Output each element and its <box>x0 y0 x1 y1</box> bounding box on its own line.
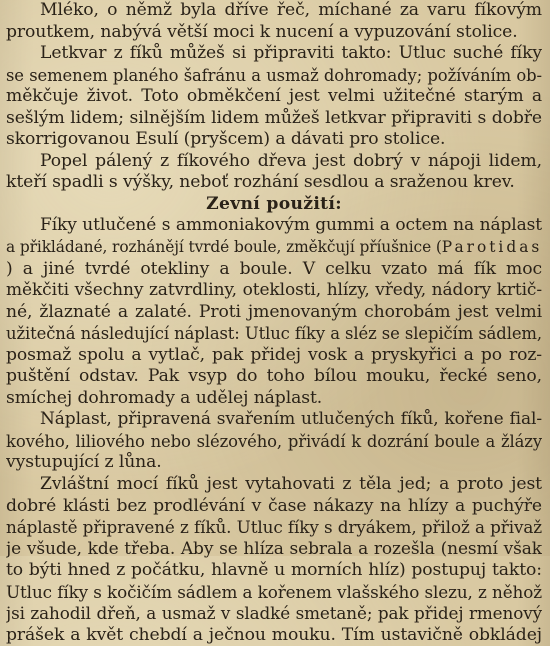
text-line: kového, liliového nebo slézového, přivádí k dozrání boule a žlázy <box>6 431 542 451</box>
text-line: dobré klásti bez prodlévání v čase nákazy na hlízy a puchýře <box>6 495 542 516</box>
text-segment: a přikládané, rozhánějí tvrdé boule, změkčují příušnice ( <box>6 238 442 257</box>
text-line: se semenem planého šafránu a usmaž dohromady; požíváním ob- <box>6 65 542 85</box>
text-line: Utluc fíky s kočičím sádlem a kořenem vlašského slezu, z něhož <box>6 581 542 602</box>
text-line: sešlým lidem; silnějším lidem můžeš letkvar připraviti s dobře <box>6 107 542 128</box>
text-line: náplastě připravené z fíků. Utluc fíky s dryákem, přilož a přivaž <box>6 517 542 538</box>
text-line: je všude, kde třeba. Aby se hlíza sebrala a rozešla (nesmí však <box>6 538 542 559</box>
latin-term: Parotidas <box>441 238 542 257</box>
text-line: prášek a květ chebdí a ječnou mouku. Tím ustavičně obkládej <box>6 624 542 645</box>
section-heading: Zevní použití: <box>206 193 342 214</box>
text-line: Popel pálený z fíkového dřeva jest dobrý v nápoji lidem, <box>40 150 542 171</box>
text-line: jsi zahodil dřeň, a usmaž v sladké smetaně; pak přidej rmenový <box>6 603 542 624</box>
text-line: užitečná následující náplast: Utluc fíky a sléz se slepičím sádlem, <box>6 324 542 344</box>
text-line: Mléko, o němž byla dříve řeč, míchané za varu fíkovým <box>40 0 542 20</box>
text-line: ) a jiné tvrdé otekliny a boule. V celku vzato má fík moc <box>6 258 542 279</box>
text-line: smíchej dohromady a udělej náplast. <box>6 387 323 408</box>
text-line: Náplast, připravená svařením utlučených fíků, kořene fial- <box>40 409 542 430</box>
text-line: Letkvar z fíků můžeš si připraviti takto: Utluc suché fíky <box>40 43 542 64</box>
page-text <box>6 0 542 646</box>
text-line: měkčuje život. Toto obměkčení jest velmi užitečné starým a <box>6 86 542 107</box>
text-line: Fíky utlučené s ammoniakovým gummi a octem na náplast <box>40 215 542 236</box>
text-line: posmaž spolu a vytlač, pak přidej vosk a pryskyřici a po roz- <box>6 344 542 365</box>
text-line: kteří spadli s výšky, neboť rozhání sesdlou a sraženou krev. <box>6 172 515 193</box>
text-line <box>6 237 542 259</box>
text-line: Zvláštní mocí fíků jest vytahovati z těla jed; a proto jest <box>40 474 542 495</box>
text-line: to býti hned z počátku, hlavně u morních hlíz) postupuj takto: <box>6 560 542 581</box>
text-line: né, žlaznaté a zalaté. Proti jmenovaným chorobám jest velmi <box>6 301 542 322</box>
text-line: vystupující z lůna. <box>6 452 162 473</box>
text-line: skorrigovanou Esulí (pryšcem) a dávati pro stolice. <box>6 129 446 150</box>
text-line: měkčiti všechny zatvrdliny, oteklosti, hlízy, vředy, nádory krtič- <box>6 280 542 301</box>
text-line: puštění odstav. Pak vsyp do toho bílou mouku, řecké seno, <box>6 366 542 387</box>
text-line: proutkem, nabývá větší moci k nucení a vypuzování stolice. <box>6 21 518 42</box>
